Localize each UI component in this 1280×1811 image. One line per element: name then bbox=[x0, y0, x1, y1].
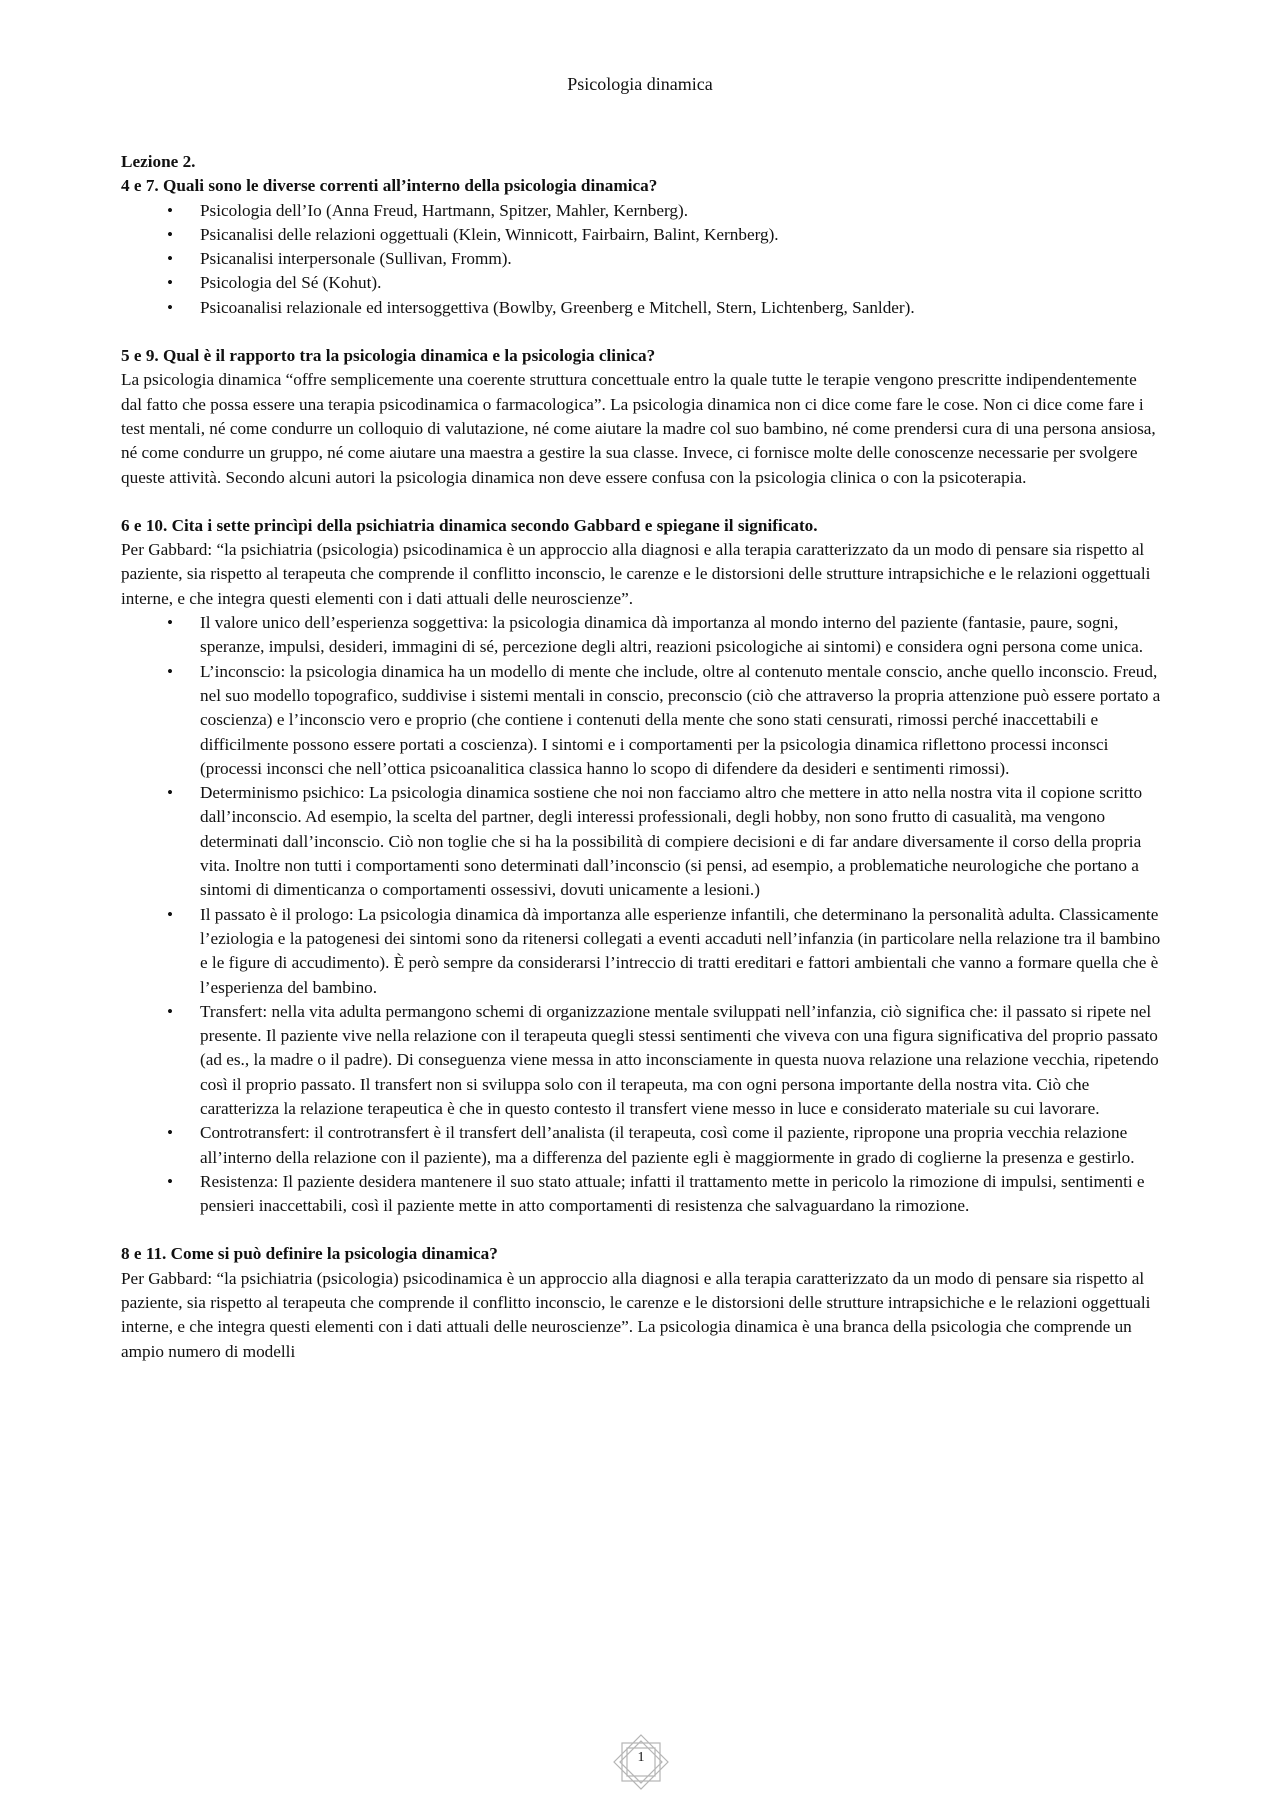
list-item: • Psicoanalisi relazionale ed intersoggettiva (Bowlby, Greenberg e Mitchell, Stern, Lichtenberg, Sanlder). bbox=[167, 296, 1161, 320]
list-item: • Psicanalisi delle relazioni oggettuali (Klein, Winnicott, Fairbairn, Balint, Kernberg). bbox=[167, 223, 1161, 247]
question-title: 5 e 9. Qual è il rapporto tra la psicologia dinamica e la psicologia clinica? bbox=[121, 346, 656, 366]
list-item: • Determinismo psichico: La psicologia dinamica sostiene che noi non facciamo altro che mettere in atto nella nostra vita il copione scritto dall’inconscio. Ad esempio, la scelta del partner, degli interessi professionali, degli hobby, non sono frutto di casualità, ma vengono determinati dall’inconscio. Ciò non toglie che si ha la possibilità di compiere decisioni e di far andare diversamente il corso della propria vita. Inoltre non tutti i comportamenti sono determinati dall’inconscio (si pensi, ad esempio, a problematiche neurologiche che portano a sintomi di dimenticanza o comportamenti ossessivi, dovuti unicamente a lesioni.) bbox=[167, 781, 1161, 902]
list-item: • L’inconscio: la psicologia dinamica ha un modello di mente che include, oltre al contenuto mentale conscio, anche quello inconscio. Freud, nel suo modello topografico, suddivise i sistemi mentali in conscio, preconscio (ciò che attraverso la propria attenzione può essere portato a coscienza) e l’inconscio vero e proprio (che contiene i contenuti della mente che sono stati censurati, rimossi perché inaccettabili e difficilmente possono essere portati a coscienza). I sintomi e i comportamenti per la psicologia dinamica riflettono processi inconsci (processi inconsci che nell’ottica psicoanalitica classica hanno lo scopo di difendere da desideri e sentimenti rimossi). bbox=[167, 660, 1161, 781]
list-item: • Psicologia dell’Io (Anna Freud, Hartmann, Spitzer, Mahler, Kernberg). bbox=[167, 199, 1161, 223]
paragraph: Per Gabbard: “la psichiatria (psicologia) psicodinamica è un approccio alla diagnosi e alla terapia caratterizzato da un modo di pensare sia rispetto al paziente, sia rispetto al terapeuta che comprende il conflitto inconscio, le carenze e le distorsioni delle strutture intrapsichiche e le relazioni oggettuali interne, e che integra questi elementi con i dati attuali delle neuroscienze”. La psicologia dinamica è una branca della psicologia che comprende un ampio numero di modelli bbox=[121, 1268, 1151, 1361]
list-item: • Transfert: nella vita adulta permangono schemi di organizzazione mentale sviluppati nell’infanzia, ciò significa che: il passato si ripete nel presente. Il paziente vive nella relazione con il terapeuta quegli stessi sentimenti che viveva con una figura significativa del proprio passato (ad es., la madre o il padre). Di conseguenza viene messa in atto inconsciamente in questa nuova relazione una relazione vecchia, ripetendo così il proprio passato. Il transfert non si sviluppa solo con il terapeuta, ma con ogni persona importante della nostra vita. Ciò che caratterizza la relazione terapeutica è che in questo contesto il transfert viene messo in luce e considerato materiale su cui lavorare. bbox=[167, 1000, 1161, 1121]
list-item: • Psicologia del Sé (Kohut). bbox=[167, 271, 1161, 295]
page-header: Psicologia dinamica bbox=[567, 74, 713, 94]
section-principi bbox=[121, 514, 1161, 1219]
bullet-list bbox=[121, 611, 1161, 1218]
page-number-badge bbox=[611, 1732, 671, 1792]
list-item: • Il passato è il prologo: La psicologia dinamica dà importanza alle esperienze infantili, che determinano la personalità adulta. Classicamente l’eziologia e la patogenesi dei sintomi sono da ritenersi collegati a eventi accaduti nell’infanzia (in particolare nella relazione tra il bambino e le figure di accudimento). È però sempre da considerarsi l’intreccio di tratti ereditari e fattori ambientali che vanno a formare quella che è l’esperienza del bambino. bbox=[167, 903, 1161, 1000]
lesson-heading: Lezione 2. bbox=[121, 152, 196, 171]
question-title: 6 e 10. Cita i sette princìpi della psichiatria dinamica secondo Gabbard e spiegane il significato. bbox=[121, 515, 818, 535]
document-body bbox=[121, 150, 1161, 1388]
section-rapporto bbox=[121, 344, 1161, 490]
bullet-list bbox=[121, 199, 1161, 320]
paragraph: La psicologia dinamica “offre semplicemente una coerente struttura concettuale entro la quale tutte le terapie vengono prescritte indipendentemente dal fatto che possa essere una terapia psicodinamica o farmacologica”. La psicologia dinamica non ci dice come fare le cose. Non ci dice come fare i test mentali, né come condurre un colloquio di valutazione, né come aiutare la madre col suo bambino, né come prendersi cura di una persona ansiosa, né come condurre un gruppo, né come aiutare una maestra a gestire la sua classe. Invece, ci fornisce molte delle conoscenze necessarie per svolgere queste attività. Secondo alcuni autori la psicologia dinamica non deve essere confusa con la psicologia clinica o con la psicoterapia. bbox=[121, 370, 1156, 487]
question-title: 4 e 7. Quali sono le diverse correnti all’interno della psicologia dinamica? bbox=[121, 176, 658, 196]
section-definizione bbox=[121, 1242, 1161, 1363]
section-correnti bbox=[121, 174, 1161, 320]
question-title: 8 e 11. Come si può definire la psicologia dinamica? bbox=[121, 1244, 498, 1264]
list-item: • Resistenza: Il paziente desidera mantenere il suo stato attuale; infatti il trattamento mette in pericolo la rimozione di impulsi, sentimenti e pensieri inaccettabili, così il paziente mette in atto comportamenti di resistenza che salvaguardano la rimozione. bbox=[167, 1170, 1161, 1219]
list-item: • Controtransfert: il controtransfert è il transfert dell’analista (il terapeuta, così come il paziente, ripropone una propria vecchia relazione all’interno della relazione con il paziente), ma a differenza del paziente egli è maggiormente in grado di coglierne la presenza e gestirlo. bbox=[167, 1121, 1161, 1170]
paragraph: Per Gabbard: “la psichiatria (psicologia) psicodinamica è un approccio alla diagnosi e alla terapia caratterizzato da un modo di pensare sia rispetto al paziente, sia rispetto al terapeuta che comprende il conflitto inconscio, le carenze e le distorsioni delle strutture intrapsichiche e le relazioni oggettuali interne, e che integra questi elementi con i dati attuali delle neuroscienze”. bbox=[121, 540, 1151, 608]
list-item: • Il valore unico dell’esperienza soggettiva: la psicologia dinamica dà importanza al mondo interno del paziente (fantasie, paure, sogni, speranze, impulsi, desideri, immagini di sé, percezione degli altri, reazioni psicologiche ai sintomi) e considera ogni persona come unica. bbox=[167, 611, 1161, 660]
page-number: 1 bbox=[637, 1750, 645, 1765]
list-item: • Psicanalisi interpersonale (Sullivan, Fromm). bbox=[167, 247, 1161, 271]
